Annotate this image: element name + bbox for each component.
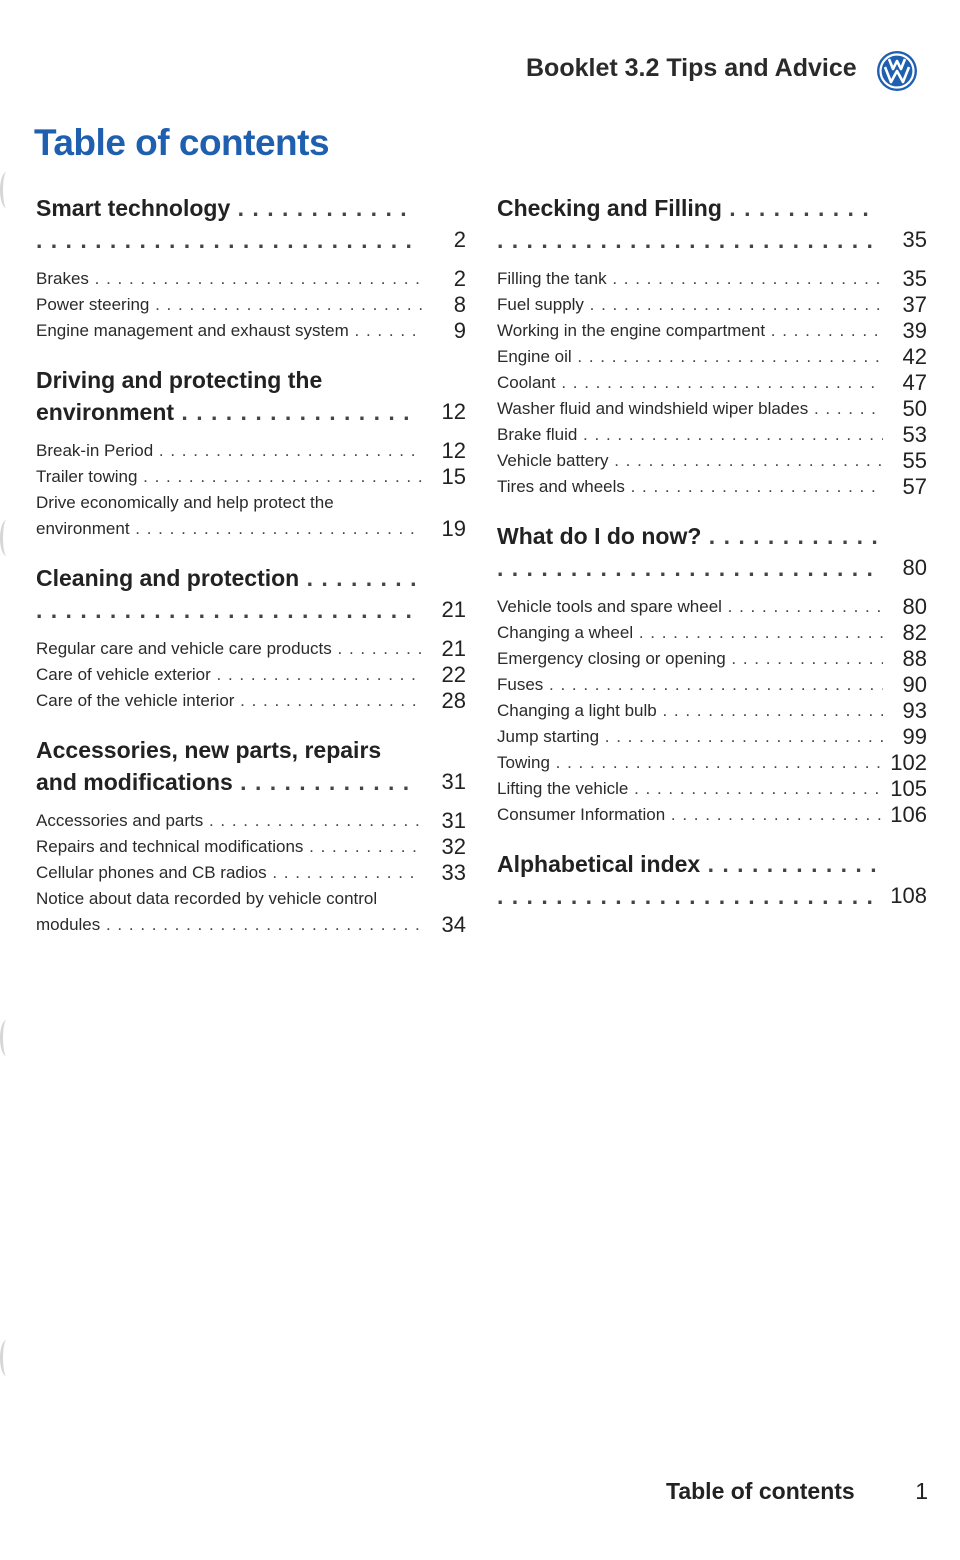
entry-page-number: 50 <box>902 396 927 421</box>
section-page-number: 108 <box>890 883 927 908</box>
section-page-number: 12 <box>441 399 466 424</box>
entry-page-number: 55 <box>902 448 927 473</box>
entry-label: Fuel supply . . . <box>497 292 883 318</box>
section-page-number: 35 <box>902 227 927 252</box>
toc-section-accessories-new-parts-repairs-and-modifications <box>36 734 466 938</box>
section-title: Alphabetical index . . . <box>497 848 883 912</box>
page-title: Table of contents <box>34 122 330 163</box>
entry-page-number: 2 <box>453 266 466 291</box>
toc-entry[interactable] <box>497 396 927 422</box>
entry-label: Break-in Period . . . <box>36 438 422 464</box>
toc-entry[interactable] <box>497 698 927 724</box>
entry-label: Drive economically and help protect the environment . . . <box>36 490 422 542</box>
toc-section-heading[interactable] <box>36 364 466 428</box>
toc-section-what-do-i-do-now <box>497 520 927 828</box>
toc-section-heading[interactable] <box>497 520 927 584</box>
entry-label: Vehicle tools and spare wheel . . . <box>497 594 883 620</box>
entry-page-number: 12 <box>441 438 466 463</box>
toc-left-column <box>36 192 466 958</box>
page-number: 1 <box>915 1478 928 1504</box>
toc-entry[interactable] <box>36 636 466 662</box>
entry-label: Regular care and vehicle care products . . . <box>36 636 422 662</box>
entry-label: Changing a wheel . . . <box>497 620 883 646</box>
toc-section-smart-technology <box>36 192 466 344</box>
section-title: Driving and protecting the environment . . . <box>36 364 422 428</box>
entry-label: Fuses . . . <box>497 672 883 698</box>
toc-section-heading[interactable] <box>497 192 927 256</box>
entry-page-number: 8 <box>453 292 466 317</box>
toc-entry[interactable] <box>36 266 466 292</box>
entry-page-number: 47 <box>902 370 927 395</box>
entry-page-number: 22 <box>441 662 466 687</box>
entry-label: Brakes . . . <box>36 266 422 292</box>
toc-entry[interactable] <box>497 750 927 776</box>
toc-entry[interactable] <box>497 620 927 646</box>
toc-entry[interactable] <box>497 370 927 396</box>
entry-label: Consumer Information . . . <box>497 802 883 828</box>
toc-entry[interactable] <box>497 474 927 500</box>
entry-label: Towing . . . <box>497 750 883 776</box>
section-page-number: 31 <box>441 769 466 794</box>
toc-entry[interactable] <box>36 688 466 714</box>
entry-page-number: 33 <box>441 860 466 885</box>
toc-section-checking-and-filling <box>497 192 927 500</box>
toc-entry[interactable] <box>36 860 466 886</box>
entry-label: Brake fluid . . . <box>497 422 883 448</box>
toc-entry[interactable] <box>36 318 466 344</box>
entry-label: Filling the tank . . . <box>497 266 883 292</box>
toc-entry[interactable] <box>36 438 466 464</box>
entry-page-number: 106 <box>890 802 927 827</box>
entry-page-number: 42 <box>902 344 927 369</box>
toc-entry[interactable] <box>36 662 466 688</box>
section-page-number: 80 <box>902 555 927 580</box>
entry-label: Accessories and parts . . . <box>36 808 422 834</box>
entry-label: Repairs and technical modifications . . . <box>36 834 422 860</box>
toc-entry[interactable] <box>36 886 466 938</box>
toc-section-driving-and-protecting-the-environment <box>36 364 466 542</box>
section-title: Cleaning and protection . . . <box>36 562 422 626</box>
toc-entry[interactable] <box>497 594 927 620</box>
entry-label: Vehicle battery . . . <box>497 448 883 474</box>
section-title: Smart technology . . . <box>36 192 422 256</box>
toc-entry[interactable] <box>497 422 927 448</box>
entry-page-number: 88 <box>902 646 927 671</box>
section-page-number: 2 <box>453 227 466 252</box>
page-edge-mark <box>0 1020 13 1056</box>
vw-logo-icon <box>876 50 918 92</box>
entry-page-number: 34 <box>441 912 466 937</box>
entry-page-number: 35 <box>902 266 927 291</box>
toc-entry[interactable] <box>36 490 466 542</box>
entry-page-number: 93 <box>902 698 927 723</box>
toc-section-heading[interactable] <box>36 192 466 256</box>
entry-page-number: 90 <box>902 672 927 697</box>
entry-label: Tires and wheels . . . <box>497 474 883 500</box>
entry-page-number: 53 <box>902 422 927 447</box>
section-title: Accessories, new parts, repairs and modifications . . . <box>36 734 422 798</box>
entry-page-number: 21 <box>441 636 466 661</box>
entry-label: Power steering . . . <box>36 292 422 318</box>
entry-label: Notice about data recorded by vehicle control modules . . . <box>36 886 422 938</box>
page-header <box>520 46 930 94</box>
toc-section-cleaning-and-protection <box>36 562 466 714</box>
section-title: Checking and Filling . . . <box>497 192 883 256</box>
toc-entry[interactable] <box>36 292 466 318</box>
entry-page-number: 57 <box>902 474 927 499</box>
toc-entry[interactable] <box>497 292 927 318</box>
entry-label: Care of the vehicle interior . . . <box>36 688 422 714</box>
toc-section-heading[interactable] <box>36 562 466 626</box>
entry-label: Jump starting . . . <box>497 724 883 750</box>
entry-page-number: 105 <box>890 776 927 801</box>
entry-label: Coolant . . . <box>497 370 883 396</box>
section-title: What do I do now? . . . <box>497 520 883 584</box>
toc-section-heading[interactable] <box>36 734 466 798</box>
toc-entry[interactable] <box>497 266 927 292</box>
entry-label: Engine oil . . . <box>497 344 883 370</box>
toc-entry[interactable] <box>497 344 927 370</box>
page-footer <box>666 1478 928 1505</box>
entry-page-number: 102 <box>890 750 927 775</box>
entry-label: Engine management and exhaust system . . . <box>36 318 422 344</box>
page-edge-mark <box>0 172 13 208</box>
entry-page-number: 19 <box>441 516 466 541</box>
footer-label: Table of contents <box>666 1478 855 1504</box>
toc-entry[interactable] <box>497 724 927 750</box>
booklet-title: Booklet 3.2 Tips and Advice <box>526 54 857 82</box>
toc-entry[interactable] <box>497 802 927 828</box>
entry-page-number: 82 <box>902 620 927 645</box>
toc-right-column <box>497 192 927 932</box>
entry-page-number: 99 <box>902 724 927 749</box>
entry-page-number: 28 <box>441 688 466 713</box>
toc-entry[interactable] <box>36 464 466 490</box>
entry-page-number: 80 <box>902 594 927 619</box>
entry-page-number: 9 <box>453 318 466 343</box>
entry-label: Working in the engine compartment . . . <box>497 318 883 344</box>
entry-label: Changing a light bulb . . . <box>497 698 883 724</box>
toc-section-heading[interactable] <box>497 848 927 912</box>
toc-entry[interactable] <box>497 448 927 474</box>
entry-label: Cellular phones and CB radios . . . <box>36 860 422 886</box>
page-edge-mark <box>0 520 13 556</box>
toc-entry[interactable] <box>497 646 927 672</box>
entry-label: Lifting the vehicle . . . <box>497 776 883 802</box>
toc-entry[interactable] <box>497 672 927 698</box>
section-page-number: 21 <box>441 597 466 622</box>
toc-entry[interactable] <box>497 776 927 802</box>
page-edge-mark <box>0 1340 13 1376</box>
entry-label: Washer fluid and windshield wiper blades . . . <box>497 396 883 422</box>
entry-page-number: 39 <box>902 318 927 343</box>
entry-page-number: 15 <box>441 464 466 489</box>
toc-entry[interactable] <box>36 834 466 860</box>
entry-page-number: 37 <box>902 292 927 317</box>
entry-label: Care of vehicle exterior . . . <box>36 662 422 688</box>
toc-entry[interactable] <box>36 808 466 834</box>
toc-section-alphabetical-index <box>497 848 927 912</box>
entry-label: Emergency closing or opening . . . <box>497 646 883 672</box>
toc-entry[interactable] <box>497 318 927 344</box>
entry-label: Trailer towing . . . <box>36 464 422 490</box>
entry-page-number: 32 <box>441 834 466 859</box>
entry-page-number: 31 <box>441 808 466 833</box>
